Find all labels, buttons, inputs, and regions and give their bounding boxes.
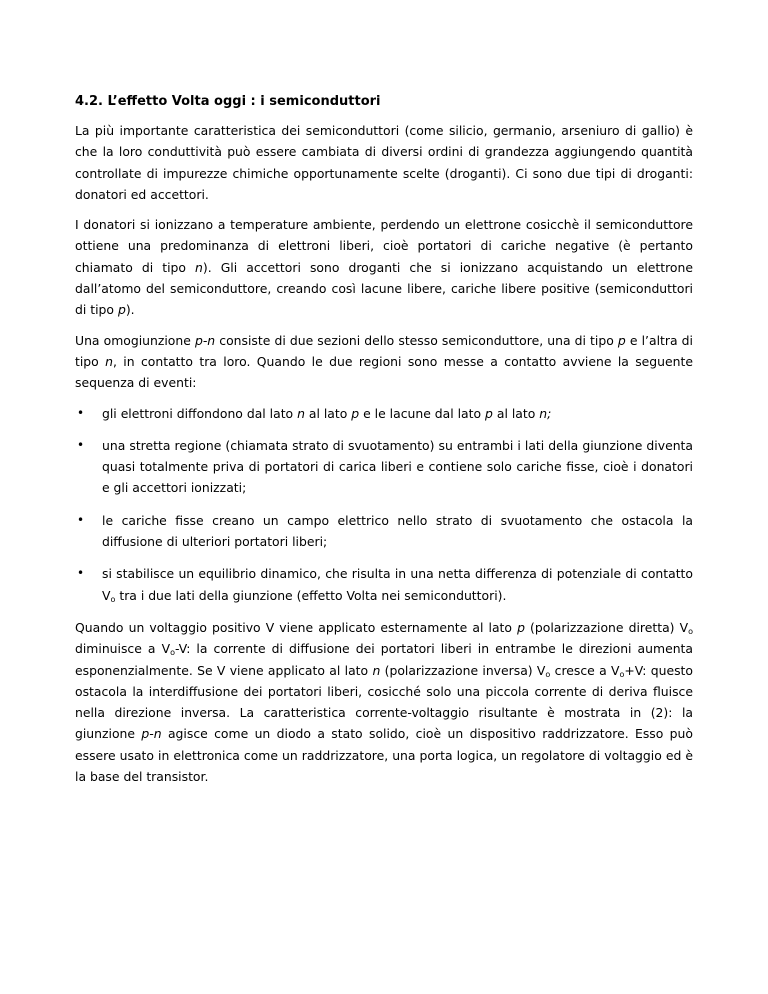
subscript: o: [619, 669, 625, 679]
text-segment: Quando un voltaggio positivo V viene applicato esternamente al lato: [75, 619, 518, 635]
text-segment: tra i due lati della giunzione (effetto Volta nei semiconduttori).: [115, 587, 507, 603]
paragraph-donors-acceptors: [75, 214, 693, 320]
italic-term: p-n: [194, 332, 216, 348]
section-heading: 4.2. L’effetto Volta oggi : i semiconduttori: [75, 94, 381, 109]
text-segment: I donatori si ionizzano a temperature ambiente, perdendo un elettrone cosicchè il semiconduttore ottiene una predominanza di elettroni liberi, cioè portatori di cariche negative (è pertanto chiamato di tipo: [75, 217, 693, 275]
italic-term: n: [297, 405, 305, 421]
event-sequence-list: [75, 403, 693, 606]
list-item: [75, 510, 693, 553]
italic-term: n: [105, 353, 113, 369]
text-segment: al lato: [304, 405, 352, 421]
list-item: [75, 563, 693, 606]
italic-term: n;: [539, 405, 552, 421]
list-item: [75, 403, 693, 424]
text-segment: diminuisce a V: [75, 641, 171, 657]
text-segment: (polarizzazione inversa) V: [380, 662, 546, 678]
text-segment: gli elettroni diffondono dal lato: [102, 405, 298, 421]
text-segment: +V: questo ostacola la interdiffusione dei portatori liberi, cosicché solo una piccola corrente di deriva fluisce nella direzione inversa. La caratteristica corrente-voltaggio risultante è mostrata in (2): la giunzione: [75, 662, 693, 742]
italic-term: p-n: [141, 726, 162, 742]
paragraph-semiconductor-intro: La più importante caratteristica dei semiconduttori (come silicio, germanio, arseniuro di gallio) è che la loro conduttività può essere cambiata di diversi ordini di grandezza aggiungendo quantità controllate di impurezze chimiche opportunamente scelte (droganti). Ci sono due tipi di droganti: donatori ed accettori.: [75, 123, 693, 202]
text-segment: -V: la corrente di diffusione dei portatori liberi in entrambe le direzioni aumenta esponenzialmente. Se V viene applicato al lato: [75, 641, 693, 678]
text-segment: cresce a V: [550, 662, 620, 678]
text-segment: Una omogiunzione: [75, 332, 195, 348]
text-segment: ).: [125, 302, 135, 318]
italic-term: p: [517, 619, 525, 635]
text-segment: ). Gli accettori sono droganti che si ionizzano acquistando un elettrone dall’atomo del semiconduttore, creando così lacune libere, cariche libere positive (semiconduttori di tipo: [75, 259, 693, 318]
paragraph-polarization: [75, 617, 693, 787]
text-segment: agisce come un diodo a stato solido, cioè un dispositivo raddrizzatore. Esso può essere usato in elettronica come un raddrizzatore, una porta logica, un regolatore di voltaggio ed è la base del transistor.: [75, 726, 693, 785]
bullet-icon: •: [77, 437, 85, 452]
subscript: o: [110, 594, 116, 604]
italic-term: n: [195, 259, 203, 275]
bullet-icon: •: [77, 512, 85, 527]
italic-term: p: [351, 405, 360, 421]
text-segment: , in contatto tra loro. Quando le due regioni sono messe a contatto avviene la seguente sequenza di eventi:: [75, 353, 693, 391]
text-segment: al lato: [492, 405, 540, 421]
text-segment: le cariche fisse creano un campo elettrico nello strato di svuotamento che ostacola la diffusione di ulteriori portatori liberi;: [102, 512, 693, 550]
italic-term: p: [617, 332, 626, 348]
subscript: o: [688, 626, 693, 636]
document-page: [75, 92, 693, 796]
text-segment: e le lacune dal lato: [359, 405, 486, 421]
subscript: o: [545, 669, 551, 679]
text-segment: consiste di due sezioni dello stesso semiconduttore, una di tipo: [215, 332, 618, 348]
subscript: o: [170, 648, 175, 658]
text-segment: e l’altra di tipo: [75, 332, 693, 369]
italic-term: n: [372, 662, 381, 678]
italic-term: p: [117, 302, 126, 318]
bullet-icon: •: [77, 405, 85, 420]
text-segment: una stretta regione (chiamata strato di svuotamento) su entrambi i lati della giunzione diventa quasi totalmente priva di portatori di carica liberi e contiene solo cariche fisse, cioè i donatori e gli accettori ionizzati;: [102, 437, 693, 496]
bullet-icon: •: [77, 566, 85, 581]
list-item: [75, 435, 693, 499]
italic-term: p: [485, 405, 493, 421]
text-segment: (polarizzazione diretta) V: [524, 619, 689, 635]
paragraph-homojunction: [75, 330, 693, 394]
text-segment: si stabilisce un equilibrio dinamico, che risulta in una netta differenza di potenziale di contatto V: [102, 566, 693, 603]
